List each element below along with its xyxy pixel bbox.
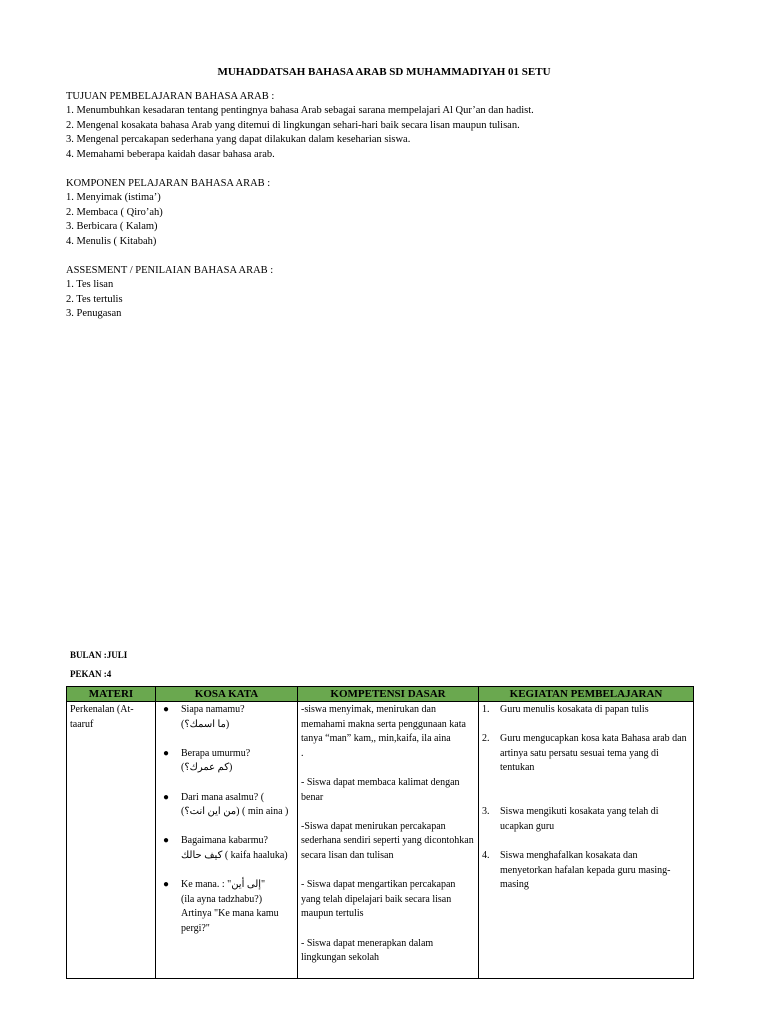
tujuan-item: 3. Mengenal percakapan sederhana yang dapat dilakukan dalam keseharian siswa.: [66, 134, 411, 146]
tujuan-list: [66, 104, 534, 162]
materi-cell: Perkenalan (At-taaruf: [67, 702, 156, 979]
kompetensi-item: - Siswa dapat membaca kalimat dengan benar: [301, 776, 460, 803]
kosa-kata-text: Bagaimana kabarmu?: [181, 835, 268, 847]
header-kosa-kata: KOSA KATA: [156, 687, 298, 702]
kosa-kata-list: [159, 703, 294, 937]
table-header-row: [67, 687, 694, 702]
kosa-kata-text: Siapa namamu?: [181, 704, 245, 715]
komponen-heading: KOMPONEN PELAJARAN BAHASA ARAB :: [66, 178, 271, 189]
tujuan-item: 4. Memahami beberapa kaidah dasar bahasa arab.: [66, 148, 275, 160]
table-row: [67, 702, 694, 979]
assesment-heading: ASSESMENT / PENILAIAN BAHASA ARAB :: [66, 265, 274, 276]
kegiatan-cell: [479, 702, 694, 979]
bullet-icon: ●: [163, 747, 170, 759]
kosa-kata-text: Ke mana. : "إلى أين": [181, 879, 266, 891]
kosa-kata-transliteration: (ila ayna tadzhabu?) Artinya "Ke mana kamu pergi?": [181, 893, 279, 934]
kosa-kata-transliteration: ( min aina ): [242, 806, 289, 818]
bullet-icon: ●: [163, 879, 170, 891]
assesment-section: [66, 264, 273, 322]
kosa-kata-item: [159, 834, 294, 863]
kegiatan-number: 2.: [482, 733, 490, 745]
bullet-icon: ●: [163, 835, 170, 847]
kompetensi-item: [301, 703, 475, 761]
kosa-kata-item: [159, 703, 294, 732]
tujuan-heading: TUJUAN PEMBELAJARAN BAHASA ARAB :: [66, 91, 275, 102]
kompetensi-item: -Siswa dapat menirukan percakapan sederhana sendiri seperti yang dicontohkan secara lisan dan tulisan: [301, 820, 474, 861]
kegiatan-item: [482, 732, 690, 776]
bullet-icon: ●: [163, 791, 170, 803]
tujuan-section: [66, 90, 534, 162]
bullet-icon: ●: [163, 704, 170, 715]
kegiatan-item: [482, 703, 690, 718]
kosa-kata-arabic: (كم عمرك؟): [181, 762, 233, 774]
kegiatan-number: 1.: [482, 704, 490, 715]
komponen-item: 2. Membaca ( Qiro’ah): [66, 206, 163, 218]
tujuan-item: 1. Menumbuhkan kesadaran tentang pentingnya bahasa Arab sebagai sarana mempelajari Al Qur’an dan hadist.: [66, 105, 534, 117]
kegiatan-text: Guru menulis kosakata di papan tulis: [500, 704, 649, 715]
kegiatan-text: Guru mengucapkan kosa kata Bahasa arab dan artinya satu persatu sesuai tema yang di tentukan: [500, 733, 687, 774]
kegiatan-number: 4.: [482, 849, 490, 861]
header-materi: MATERI: [67, 687, 156, 702]
komponen-item: 1. Menyimak (istima’): [66, 192, 161, 204]
kompetensi-item: - Siswa dapat mengartikan percakapan yang telah dipelajari baik secara lisan maupun tertulis: [301, 879, 456, 920]
komponen-list: [66, 191, 270, 249]
tujuan-item: 2. Mengenal kosakata bahasa Arab yang ditemui di lingkungan sehari-hari baik secara lisan maupun tulisan.: [66, 119, 520, 131]
kosa-kata-item: [159, 878, 294, 936]
kompetensi-cell: [298, 702, 479, 979]
lesson-plan-table: [66, 686, 694, 979]
kosa-kata-item: [159, 747, 294, 776]
assesment-item: 3. Penugasan: [66, 308, 122, 320]
kegiatan-number: 3.: [482, 806, 490, 818]
komponen-item: 4. Menulis ( Kitabah): [66, 235, 157, 247]
header-kompetensi-dasar: KOMPETENSI DASAR: [298, 687, 479, 702]
kompetensi-text: -siswa menyimak, menirukan dan memahami makna serta penggunaan kata tanya “man” kam,, min,kaifa, ila aina: [301, 704, 466, 745]
kegiatan-item: [482, 805, 690, 834]
komponen-section: [66, 177, 270, 249]
kegiatan-text: Siswa mengikuti kosakata yang telah di ucapkan guru: [500, 806, 659, 832]
assesment-item: 1. Tes lisan: [66, 279, 114, 291]
kosa-kata-text: Dari mana asalmu? (: [181, 791, 265, 803]
kosa-kata-text: Berapa umurmu?: [181, 747, 251, 759]
kegiatan-text: Siswa menghafalkan kosakata dan menyetorkan hafalan kepada guru masing-masing: [500, 849, 671, 891]
bulan-label: BULAN :JULI: [70, 650, 128, 660]
kegiatan-item: [482, 849, 690, 893]
kosa-kata-transliteration: ( kaifa haaluka): [224, 849, 288, 861]
header-kegiatan-pembelajaran: KEGIATAN PEMBELAJARAN: [479, 687, 694, 702]
kegiatan-list: [482, 703, 690, 893]
pekan-label: PEKAN :4: [70, 669, 112, 679]
kompetensi-text: .: [301, 747, 304, 759]
komponen-item: 3. Berbicara ( Kalam): [66, 221, 158, 233]
assesment-item: 2. Tes tertulis: [66, 293, 123, 305]
document-title: MUHADDATSAH BAHASA ARAB SD MUHAMMADIYAH 01 SETU: [217, 66, 551, 78]
assesment-list: [66, 278, 273, 321]
kosa-kata-arabic: (ما اسمك؟): [181, 718, 230, 730]
kosa-kata-arabic: (من اين انت؟): [181, 806, 240, 818]
kosa-kata-arabic: كيف حالك: [181, 849, 223, 861]
kosa-kata-item: [159, 791, 294, 820]
kosa-kata-cell: [156, 702, 298, 979]
kompetensi-item: - Siswa dapat menerapkan dalam lingkungan sekolah: [301, 937, 434, 964]
